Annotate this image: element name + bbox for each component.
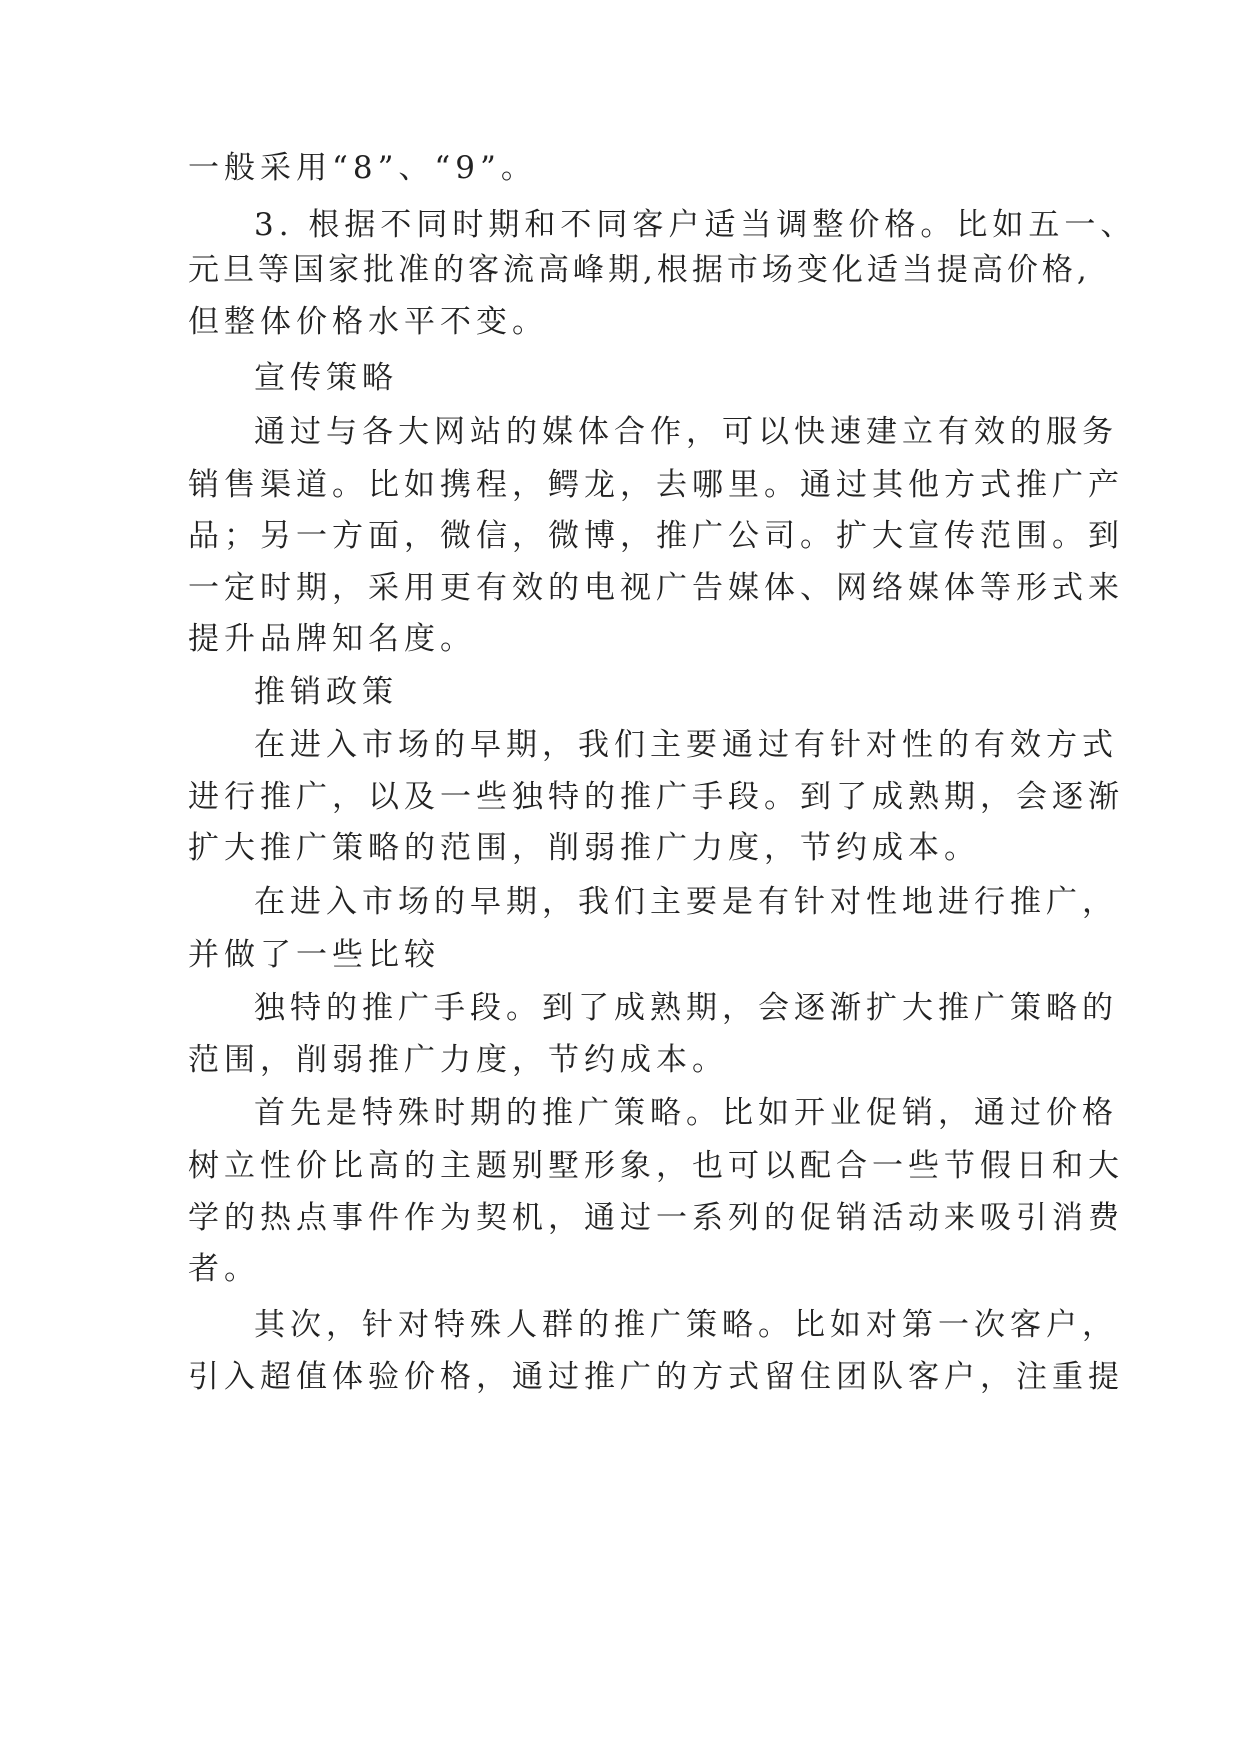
text-line: 范围，削弱推广力度，节约成本。 — [188, 1042, 728, 1078]
section-heading: 推销政策 — [254, 674, 398, 710]
text-line: 元旦等国家批准的客流高峰期,根据市场变化适当提高价格, — [188, 252, 1091, 288]
text-line: 进行推广，以及一些独特的推广手段。到了成熟期，会逐渐 — [188, 779, 1124, 815]
text-line: 通过与各大网站的媒体合作，可以快速建立有效的服务 — [254, 414, 1118, 450]
text-line: 独特的推广手段。到了成熟期，会逐渐扩大推广策略的 — [254, 990, 1118, 1026]
text-line: 首先是特殊时期的推广策略。比如开业促销，通过价格 — [254, 1095, 1118, 1131]
text-line: 引入超值体验价格，通过推广的方式留住团队客户，注重提 — [188, 1359, 1124, 1395]
text-line: 在进入市场的早期，我们主要是有针对性地进行推广， — [254, 884, 1118, 920]
text-line: 扩大推广策略的范围，削弱推广力度，节约成本。 — [188, 830, 980, 866]
text-line: 学的热点事件作为契机，通过一系列的促销活动来吸引消费 — [188, 1200, 1124, 1236]
text-line: 3. 根据不同时期和不同客户适当调整价格。比如五一、 — [254, 207, 1137, 243]
text-line: 一定时期，采用更有效的电视广告媒体、网络媒体等形式来 — [188, 570, 1124, 606]
text-line: 并做了一些比较 — [188, 937, 440, 973]
text-line: 者。 — [188, 1251, 260, 1287]
text-line: 品；另一方面，微信，微博，推广公司。扩大宣传范围。到 — [188, 518, 1124, 554]
text-line: 在进入市场的早期，我们主要通过有针对性的有效方式 — [254, 727, 1118, 763]
text-line: 销售渠道。比如携程，鳄龙，去哪里。通过其他方式推广产 — [188, 467, 1124, 503]
text-line: 提升品牌知名度。 — [188, 621, 476, 657]
text-line: 树立性价比高的主题别墅形象，也可以配合一些节假日和大 — [188, 1148, 1124, 1184]
text-line: 其次，针对特殊人群的推广策略。比如对第一次客户， — [254, 1307, 1118, 1343]
section-heading: 宣传策略 — [254, 360, 398, 396]
text-line: 一般采用“8”、“9”。 — [188, 150, 537, 186]
text-line: 但整体价格水平不变。 — [188, 304, 548, 340]
